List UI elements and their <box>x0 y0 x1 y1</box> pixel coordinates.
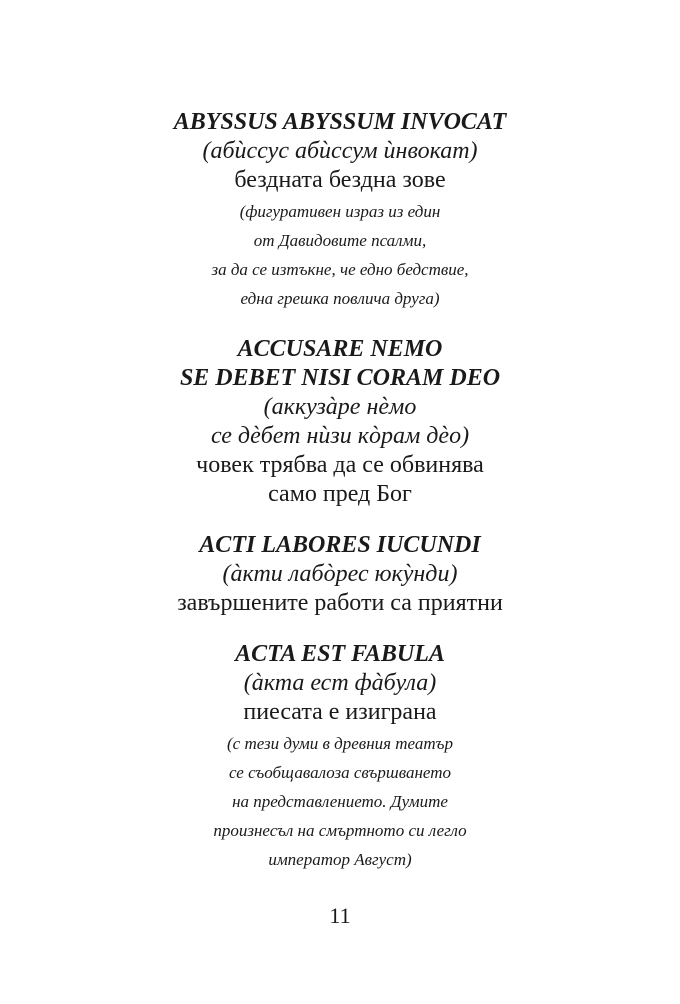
translation: само пред Бог <box>268 481 412 507</box>
pronunciation: (абѝссус абѝссум ѝнвокат) <box>202 138 478 164</box>
latin-phrase: ABYSSUS ABYSSUM INVOCAT <box>173 109 507 135</box>
note-line: (фигуративен израз из един <box>239 202 441 221</box>
entry-acti-labores <box>0 531 680 618</box>
latin-phrase: ACTA EST FABULA <box>235 641 445 667</box>
entry-accusare <box>0 335 680 509</box>
page-number: 11 <box>329 903 351 928</box>
pronunciation: (àкти лабòрес юкỳнди) <box>222 561 458 587</box>
pronunciation: (àкта ест фàбула) <box>243 670 437 696</box>
note-line: една грешка повлича друга) <box>240 289 440 308</box>
latin-phrase: ACCUSARE NEMO <box>237 336 443 362</box>
note-line: произнесъл на смъртното си легло <box>213 821 467 840</box>
translation: човек трябва да се обвинява <box>196 452 484 478</box>
note-line: (с тези думи в древния театър <box>227 734 453 753</box>
note-line: на представлението. Думите <box>232 792 448 811</box>
note-line: се съобщавалоза свършването <box>228 763 452 782</box>
entry-acta-est-fabula <box>0 640 680 874</box>
latin-phrase: ACTI LABORES IUCUNDI <box>199 532 481 558</box>
note-line: от Давидовите псалми, <box>253 231 427 250</box>
translation: пиесата е изиграна <box>243 699 437 725</box>
entry-list <box>0 108 680 874</box>
entry-abyssus <box>0 108 680 313</box>
latin-phrase: SE DEBET NISI CORAM DEO <box>179 365 501 391</box>
note-line: император Август) <box>268 850 412 869</box>
translation: бездната бездна зове <box>234 167 446 193</box>
pronunciation: се дèбет нѝзи кòрам дèо) <box>210 423 470 449</box>
pronunciation: (аккузàре нèмо <box>263 394 417 420</box>
translation: завършените работи са приятни <box>177 590 503 616</box>
note-line: за да се изтъкне, че едно бедствие, <box>211 260 469 279</box>
